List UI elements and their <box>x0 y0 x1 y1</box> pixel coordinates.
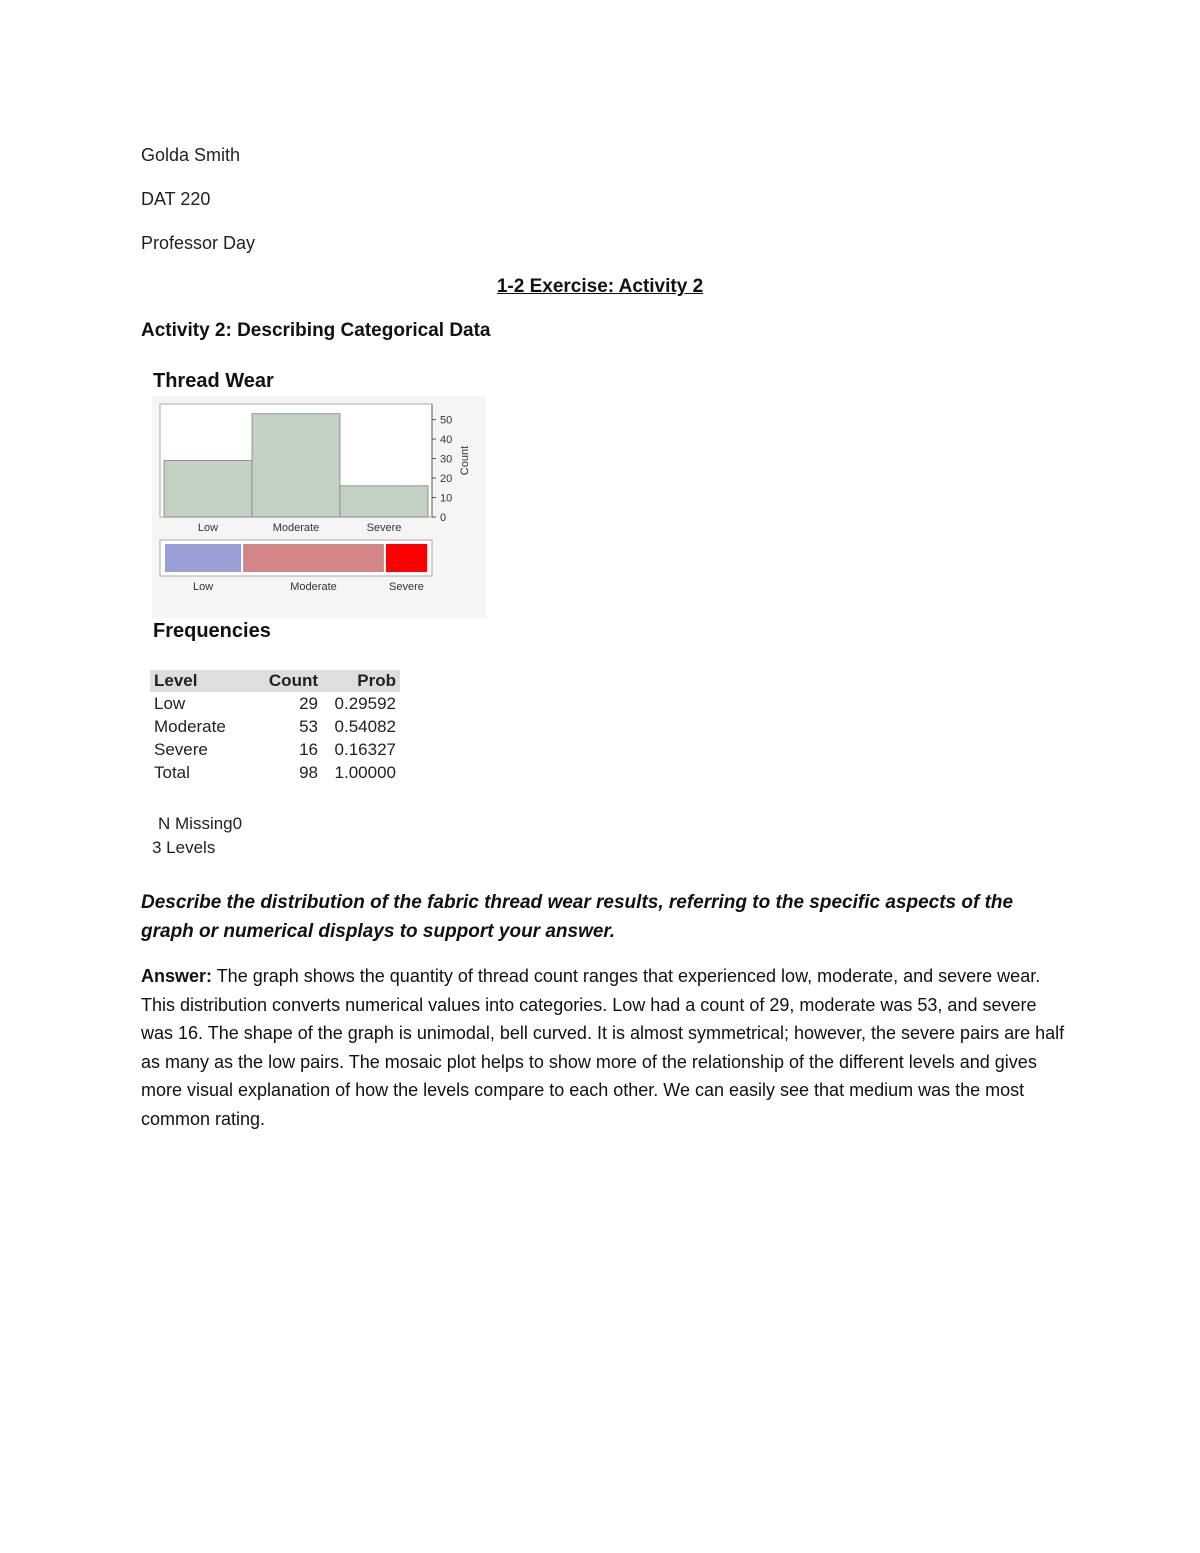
answer-label: Answer: <box>141 966 213 986</box>
course-code: DAT 220 <box>141 189 211 209</box>
header-prob: Prob <box>322 670 400 692</box>
chart-panel <box>152 396 486 618</box>
y-tick-label: 30 <box>440 453 453 466</box>
section-heading: Activity 2: Describing Categorical Data <box>141 320 491 341</box>
cell-prob: 1.00000 <box>334 762 396 782</box>
table-header-row <box>150 670 400 692</box>
report-title: Thread Wear <box>153 370 274 392</box>
header-count: Count <box>250 670 322 692</box>
cell-prob: 0.54082 <box>334 716 396 736</box>
professor-name: Professor Day <box>141 233 256 253</box>
y-tick-label: 10 <box>440 492 453 505</box>
frequencies-title: Frequencies <box>153 620 271 642</box>
table-row <box>150 761 400 784</box>
answer-text: The graph shows the quantity of thread count ranges that experienced low, moderate, and severe wear. This distribution converts numerical values into categories. Low had a count of 29, moderate was 53, and severe was 16. The shape of the graph is unimodal, bell curved. It is almost symmetrical; however, the severe pairs are half as many as the low pairs. The mosaic plot helps to show more of the relationship of the different levels and gives more visual explanation of how the levels compare to each other. We can easily see that medium was the most common rating. <box>141 966 1065 1129</box>
table-row <box>150 738 400 761</box>
x-tick-label: Low <box>197 522 219 534</box>
mosaic-segment <box>165 544 241 572</box>
cell-level: Total <box>154 762 190 782</box>
cell-level: Severe <box>154 739 208 759</box>
cell-count: 98 <box>299 762 318 782</box>
cell-count: 16 <box>299 739 318 759</box>
cell-count: 53 <box>299 716 318 736</box>
x-tick-label: Severe <box>366 522 402 534</box>
y-tick-label: 20 <box>440 473 453 486</box>
x-tick-label: Moderate <box>272 522 320 534</box>
thread-wear-chart <box>152 396 486 618</box>
bar <box>164 461 252 518</box>
author-name: Golda Smith <box>141 145 241 165</box>
document-title: 1-2 Exercise: Activity 2 <box>496 276 704 297</box>
frequencies-table <box>150 670 400 784</box>
cell-count: 29 <box>299 693 318 713</box>
bar <box>340 486 428 517</box>
y-tick-label: 40 <box>440 434 453 447</box>
mosaic-segment <box>386 544 427 572</box>
header-level: Level <box>150 670 250 692</box>
bar <box>252 414 340 517</box>
table-row <box>150 692 400 715</box>
levels-count: 3 Levels <box>152 838 216 857</box>
table-row <box>150 715 400 738</box>
n-missing: N Missing0 <box>158 814 243 833</box>
answer-paragraph <box>141 962 1071 1133</box>
cell-level: Moderate <box>154 716 226 736</box>
cell-prob: 0.29592 <box>334 693 396 713</box>
question-text: Describe the distribution of the fabric thread wear results, referring to the specific aspects of the graph or numerical displays to support your answer. <box>141 892 1014 942</box>
y-tick-label: 50 <box>440 414 453 427</box>
cell-level: Low <box>154 693 186 713</box>
y-tick-label: 0 <box>440 512 447 524</box>
y-axis-label: Count <box>459 445 471 476</box>
mosaic-label: Low <box>192 581 214 593</box>
cell-prob: 0.16327 <box>334 739 396 759</box>
mosaic-segment <box>243 544 384 572</box>
mosaic-label: Moderate <box>290 581 337 593</box>
mosaic-label: Severe <box>389 581 424 593</box>
